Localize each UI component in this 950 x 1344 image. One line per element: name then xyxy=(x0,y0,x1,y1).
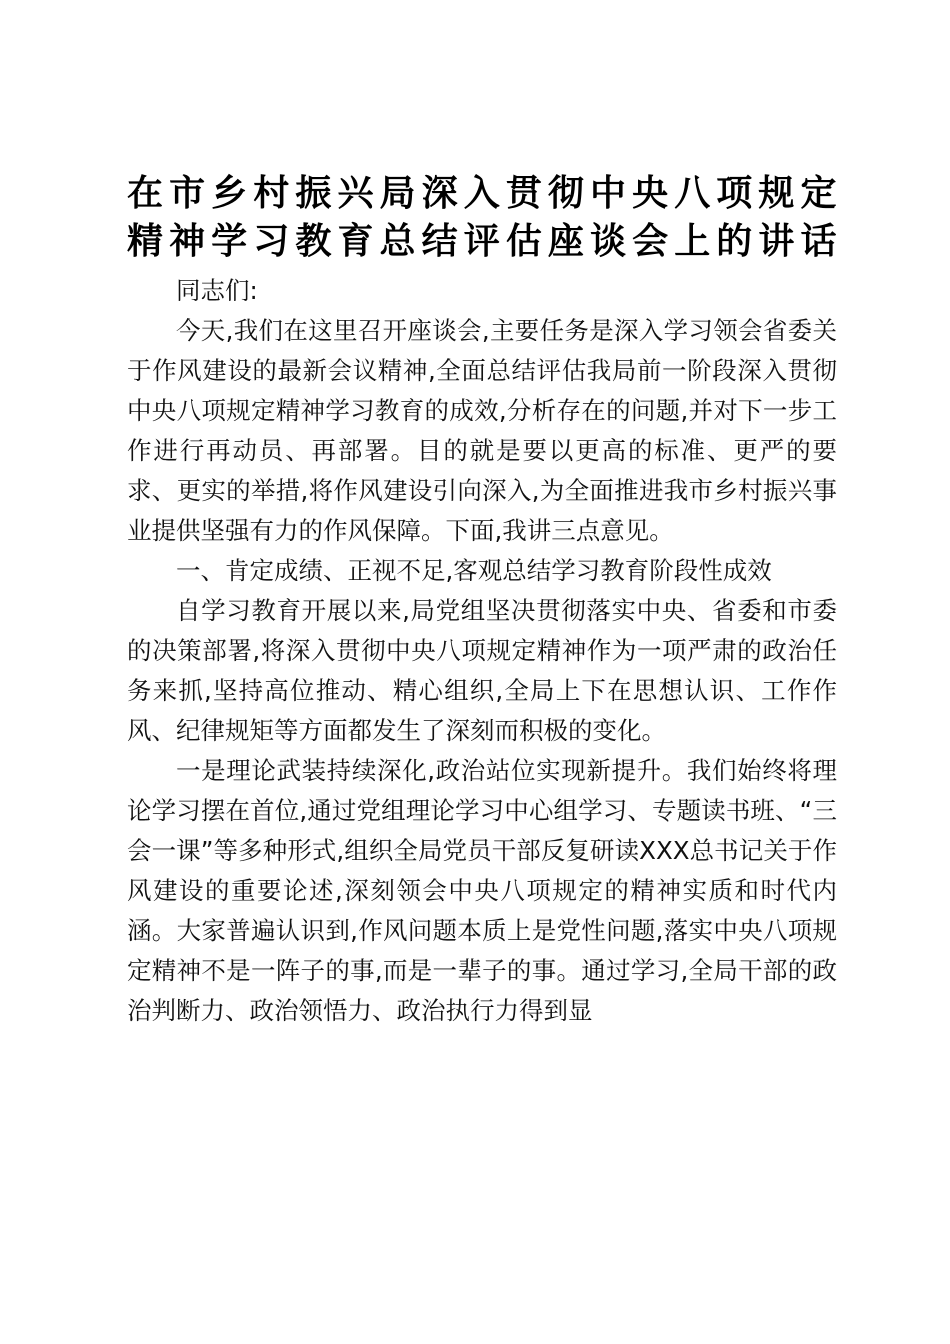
salutation: 同志们: xyxy=(176,276,258,305)
document-page xyxy=(127,170,837,1031)
paragraph-intro: 今天,我们在这里召开座谈会,主要任务是深入学习领会省委关于作风建设的最新会议精神,全面总结评估我局前一阶段深入贯彻中央八项规定精神学习教育的成效,分析存在的问题,并对下一步工作进行再动员、再部署。目的就是要以更高的标准、更严的要求、更实的举措,将作风建设引向深入,为全面推进我市乡村振兴事业提供坚强有力的作风保障。下面,我讲三点意见。 xyxy=(127,316,837,545)
paragraph-point-1: 一是理论武装持续深化,政治站位实现新提升。我们始终将理论学习摆在首位,通过党组理论学习中心组学习、专题读书班、“三会一课”等多种形式,组织全局党员干部反复研读XXX总书记关于作风建设的重要论述,深刻领会中央八项规定的精神实质和时代内涵。大家普遍认识到,作风问题本质上是党性问题,落实中央八项规定精神不是一阵子的事,而是一辈子的事。通过学习,全局干部的政治判断力、政治领悟力、政治执行力得到显 xyxy=(127,756,837,1025)
title-line-2: 精神学习教育总结评估座谈会上的讲话 xyxy=(127,221,837,262)
document-body xyxy=(127,271,837,1031)
document-title xyxy=(127,170,837,266)
section-heading-1: 一、肯定成绩、正视不足,客观总结学习教育阶段性成效 xyxy=(176,556,772,585)
paragraph-overview: 自学习教育开展以来,局党组坚决贯彻落实中央、省委和市委的决策部署,将深入贯彻中央八项规定精神作为一项严肃的政治任务来抓,坚持高位推动、精心组织,全局上下在思想认识、工作作风、纪律规矩等方面都发生了深刻而积极的变化。 xyxy=(127,596,837,745)
title-line-1: 在市乡村振兴局深入贯彻中央八项规定 xyxy=(127,173,837,214)
